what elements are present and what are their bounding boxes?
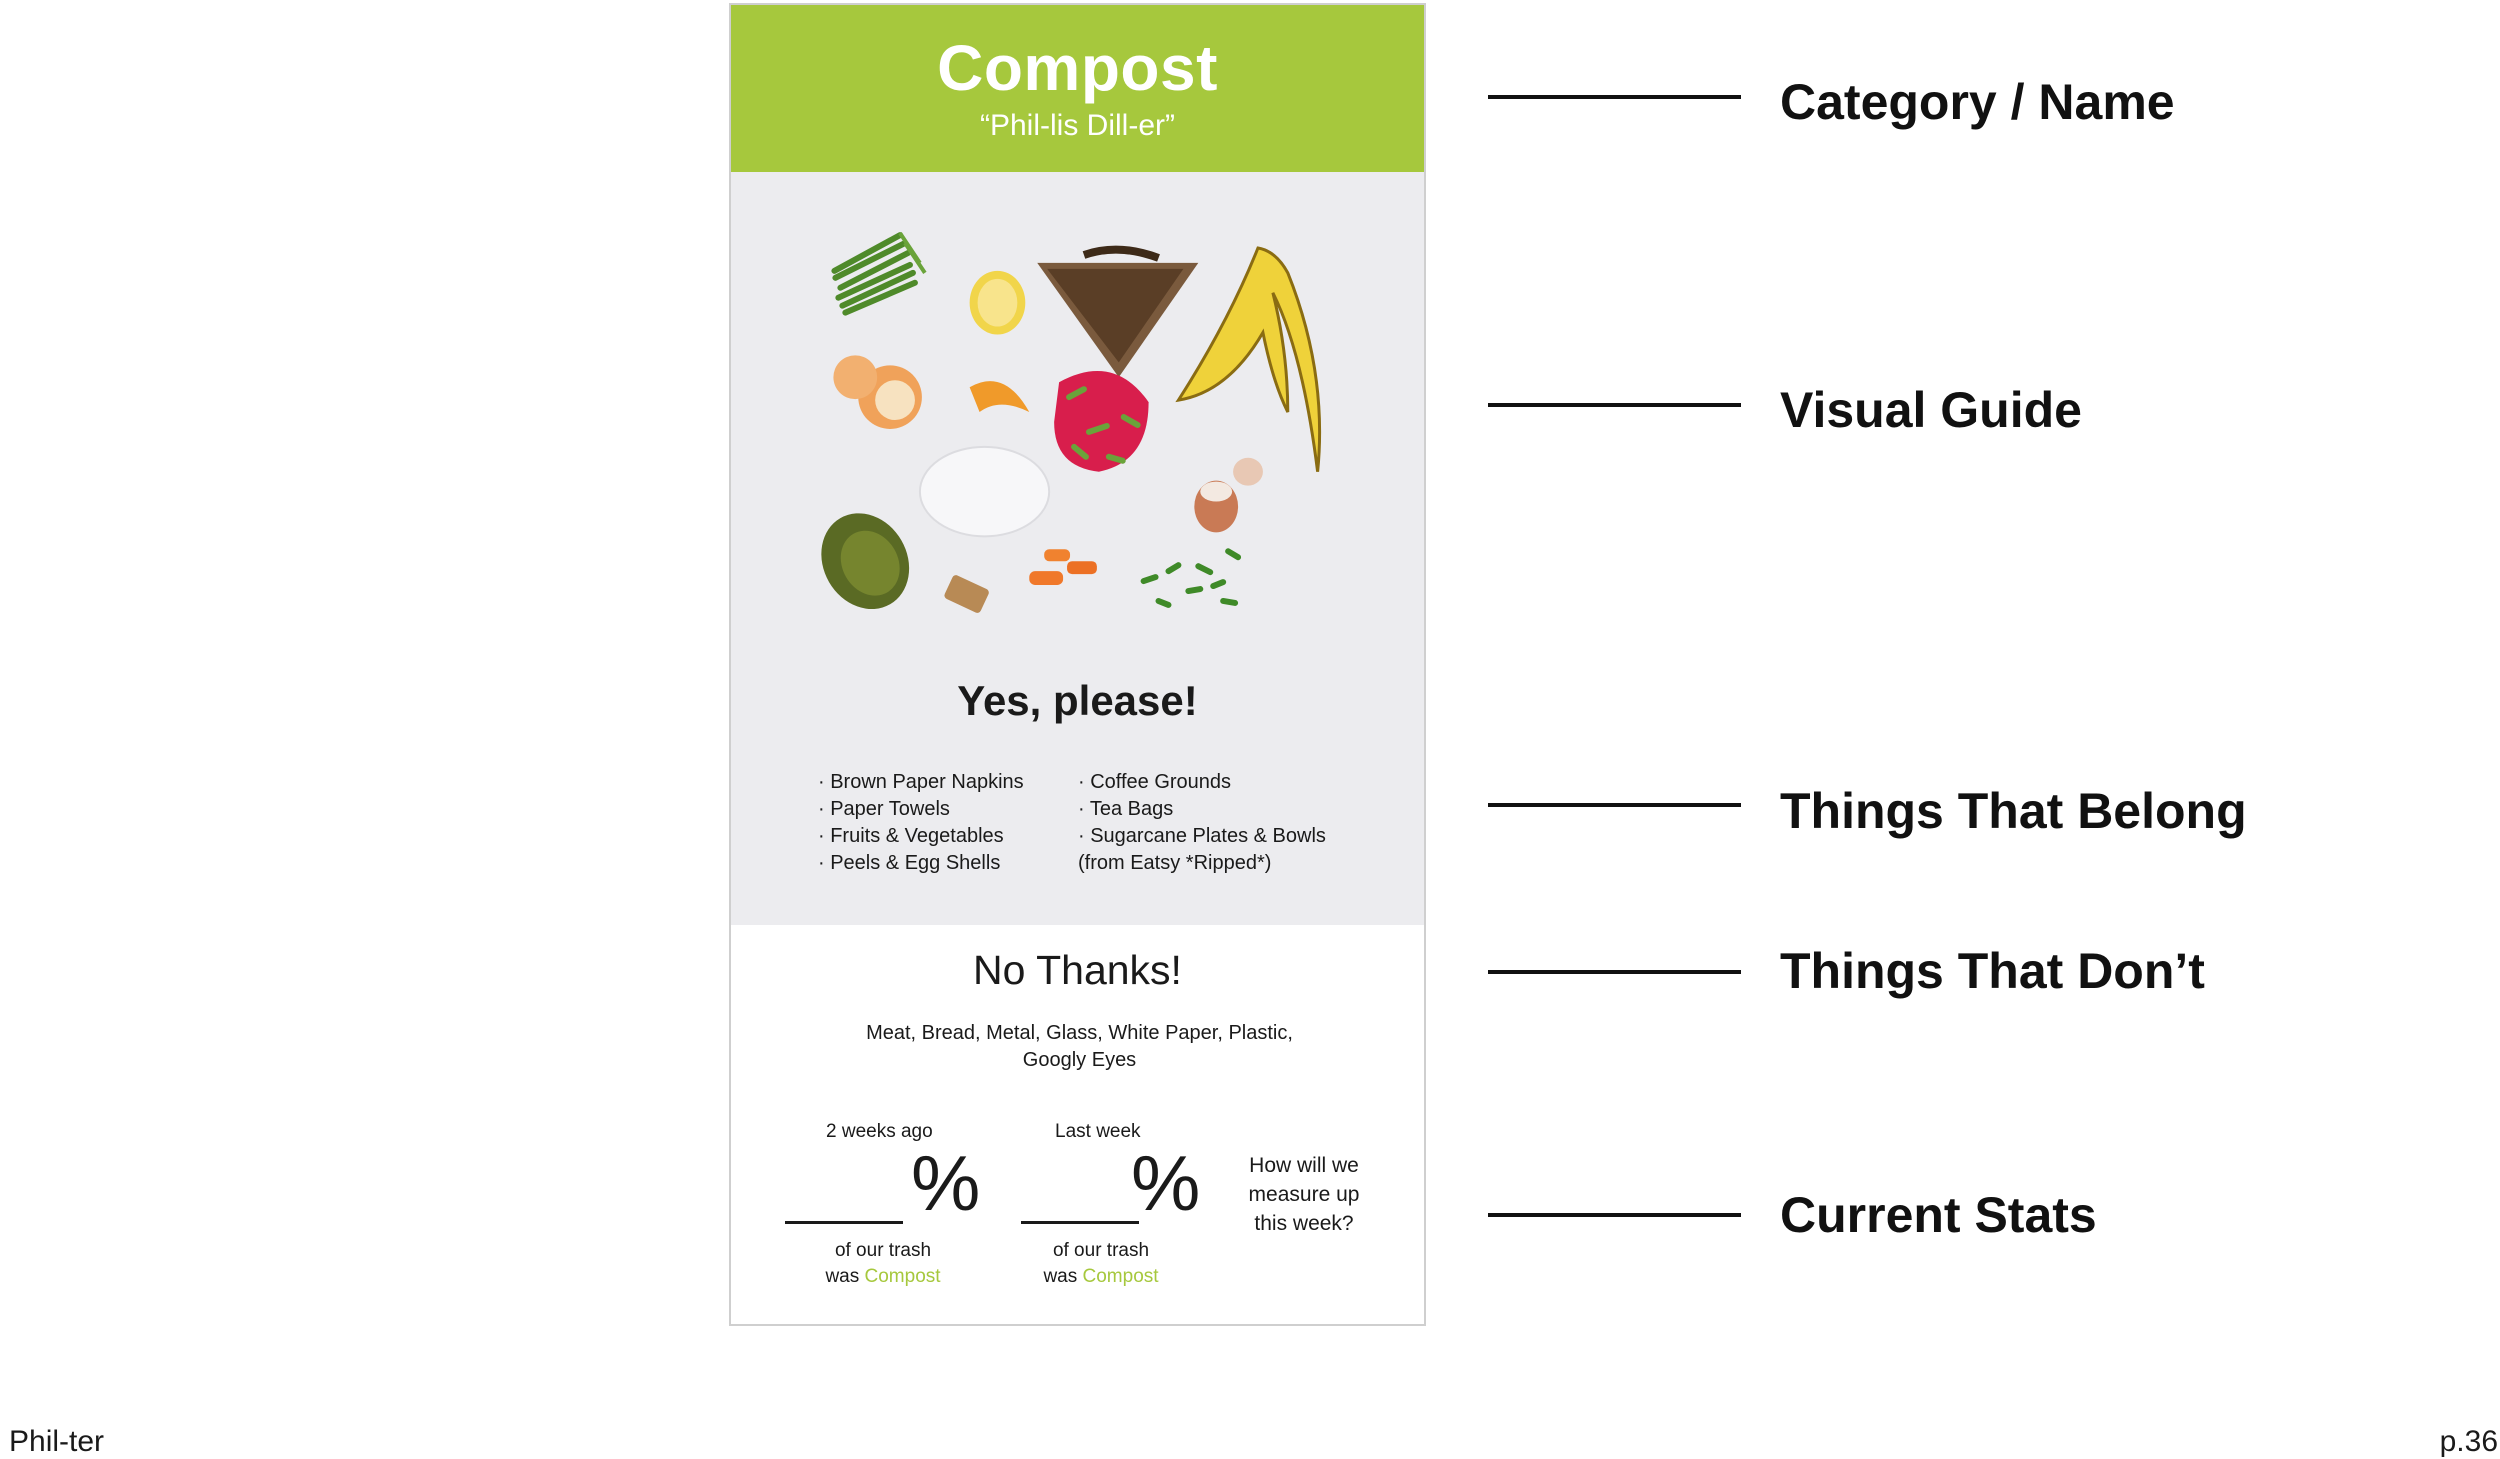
annotation-things-that-belong: Things That Belong <box>1780 783 2247 839</box>
coffee-filter-image <box>1037 250 1198 378</box>
annotation-line <box>1488 403 1741 407</box>
annotation-line <box>1488 95 1741 99</box>
footer-project-name: Phil-ter <box>9 1425 105 1458</box>
annotation-category-name: Category / Name <box>1780 74 2175 130</box>
poster-subtitle: “Phil-lis Dill-er” <box>980 109 1175 142</box>
annotation-line <box>1488 803 1741 807</box>
rejected-items-text: Meat, Bread, Metal, Glass, White Paper, Plastic, Googly Eyes <box>866 1022 1293 1071</box>
accepted-items-list-left <box>818 769 1024 877</box>
dragon-fruit-image <box>1054 371 1148 472</box>
measure-question: How will we measure up this week? <box>1248 1154 1360 1235</box>
list-item: · Coffee Grounds <box>1078 771 1232 793</box>
avocado-image <box>804 497 926 625</box>
carrot-pieces-image <box>1029 549 1097 585</box>
percent-symbol: % <box>911 1139 981 1227</box>
egg-shell-image <box>1194 458 1263 533</box>
green-beans-image <box>834 233 924 313</box>
list-item: (from Eatsy *Ripped*) <box>1078 852 1272 874</box>
list-item: · Brown Paper Napkins <box>818 771 1024 793</box>
stat-category-highlight: Compost <box>1082 1266 1159 1287</box>
stat-caption-line <box>803 1264 963 1290</box>
stat-period-label: Last week <box>1055 1121 1141 1142</box>
list-item: · Fruits & Vegetables <box>818 825 1004 847</box>
annotation-current-stats: Current Stats <box>1780 1187 2097 1243</box>
orange-peel-image <box>833 355 1029 429</box>
stat-category-highlight: Compost <box>864 1266 941 1287</box>
list-item: · Paper Towels <box>818 798 950 820</box>
stat-blank-line <box>1021 1221 1139 1224</box>
visual-guide-panel <box>731 172 1424 925</box>
cork-image <box>943 574 990 614</box>
stat-caption-line <box>1021 1264 1181 1290</box>
banana-peel-image <box>1178 248 1319 472</box>
stat-blank-line <box>785 1221 903 1224</box>
stat-caption-prefix: was <box>1043 1266 1083 1287</box>
annotation-things-that-dont: Things That Don’t <box>1780 943 2205 999</box>
no-thanks-heading: No Thanks! <box>973 947 1182 993</box>
stat-period-label: 2 weeks ago <box>826 1121 933 1142</box>
footer-page-number: p.36 <box>2439 1425 2498 1458</box>
stat-caption <box>1021 1238 1181 1290</box>
compost-poster <box>729 3 1426 1326</box>
lemon-image <box>970 271 1026 335</box>
list-item: · Peels & Egg Shells <box>818 852 1001 874</box>
annotation-line <box>1488 970 1741 974</box>
green-onion-image <box>1144 551 1238 605</box>
annotation-line <box>1488 1213 1741 1217</box>
stat-caption-line: of our trash <box>1052 1240 1150 1261</box>
paper-napkin-image <box>920 447 1049 536</box>
percent-symbol: % <box>1131 1139 1201 1227</box>
lower-panel <box>731 925 1424 1326</box>
poster-title: Compost <box>937 32 1218 104</box>
accepted-items-list-right <box>1078 769 1326 877</box>
stat-caption-prefix: was <box>825 1266 865 1287</box>
annotation-visual-guide: Visual Guide <box>1780 382 2082 438</box>
list-item: · Sugarcane Plates & Bowls <box>1078 825 1326 847</box>
stat-caption <box>803 1238 963 1290</box>
stat-caption-line: of our trash <box>834 1240 932 1261</box>
yes-please-heading: Yes, please! <box>957 677 1198 724</box>
poster-header <box>731 5 1424 172</box>
compost-items-photo <box>731 172 1424 672</box>
list-item: · Tea Bags <box>1078 798 1174 820</box>
